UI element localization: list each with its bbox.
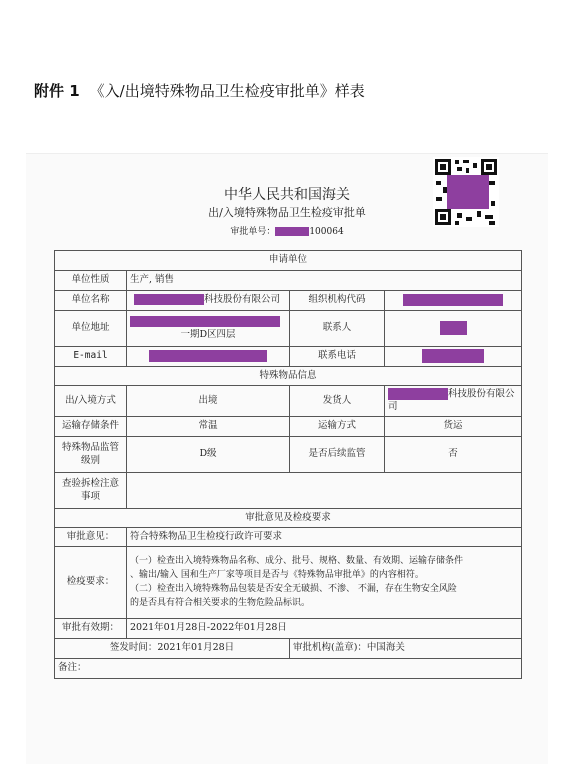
form-number-label: 审批单号：: [230, 227, 276, 237]
document-heading: [34, 80, 365, 101]
followup-value: 否: [385, 437, 522, 473]
approval-form-sheet: [26, 153, 548, 764]
contact-value: [385, 311, 522, 347]
redacted-block: [422, 349, 484, 363]
phone-label: 联系电话: [290, 347, 385, 367]
requirements-label: 检疫要求：: [55, 547, 127, 619]
level-label: [55, 437, 127, 473]
shipper-suffix: 科技股份有限公司: [388, 388, 515, 413]
address-label: 单位地址: [55, 311, 127, 347]
transport-label: 运输方式: [290, 417, 385, 437]
followup-label: 是否后续监管: [290, 437, 385, 473]
nature-label: 单位性质: [55, 271, 127, 291]
contact-label: 联系人: [290, 311, 385, 347]
shipper-label: 发货人: [290, 386, 385, 417]
requirement-line: 的是否具有符合相关要求的生物危险品标识。: [130, 597, 311, 608]
level-label-line-1: 特殊物品监管: [61, 441, 119, 453]
name-value: [127, 291, 290, 311]
opinion-value: 符合特殊物品卫生检疫行政许可要求: [127, 528, 522, 547]
valid-label: 审批有效期：: [55, 619, 127, 639]
level-value: D级: [127, 437, 290, 473]
inspect-value: [127, 473, 522, 509]
section-applicant: 申请单位: [55, 251, 522, 271]
form-subtitle: 出/入境特殊物品卫生检疫审批单: [208, 206, 366, 219]
phone-value: [385, 347, 522, 367]
attachment-label: 附件 1: [34, 82, 80, 100]
name-label: 单位名称: [55, 291, 127, 311]
redacted-block: [388, 388, 448, 400]
inspect-label: [55, 473, 127, 509]
transport-value: 货运: [385, 417, 522, 437]
inspect-label-line-2: 事项: [80, 490, 100, 502]
redacted-block: [130, 316, 280, 327]
direction-value: 出境: [127, 386, 290, 417]
redacted-block: [275, 227, 309, 236]
redacted-block: [149, 350, 267, 362]
storage-label: 运输存储条件: [55, 417, 127, 437]
email-label: E-mail: [55, 347, 127, 367]
redacted-block: [440, 321, 467, 335]
remarks-label: 备注：: [55, 659, 522, 679]
requirements-value: [127, 547, 522, 619]
section-approval: 审批意见及检疫要求: [55, 509, 522, 528]
form-number: [26, 224, 548, 237]
redacted-block: [134, 294, 204, 305]
address-suffix: 一期D区四层: [180, 328, 236, 340]
storage-value: 常温: [127, 417, 290, 437]
org-code-value: [385, 291, 522, 311]
shipper-value: [385, 386, 522, 417]
approval-table: [54, 250, 522, 679]
level-label-line-2: 级别: [80, 454, 100, 466]
valid-value: 2021年01月28日-2022年01月28日: [127, 619, 522, 639]
form-number-suffix: 100064: [309, 227, 344, 237]
issue-date: 签发时间：2021年01月28日: [55, 639, 290, 659]
redacted-block: [403, 294, 503, 306]
inspect-label-line-1: 查验拆检注意: [61, 477, 119, 489]
requirement-line: 、输出/输入 国和生产厂家等项目是否与《特殊物品审批单》的内容相符。: [130, 569, 424, 580]
email-value: [127, 347, 290, 367]
name-suffix: 科技股份有限公司: [204, 294, 281, 306]
nature-value: 生产, 销售: [127, 271, 522, 291]
form-title: 中华人民共和国海关: [224, 187, 350, 203]
direction-label: 出/入境方式: [55, 386, 127, 417]
attachment-title: 《入/出境特殊物品卫生检疫审批单》样表: [89, 82, 365, 100]
requirement-line: （一）检查出入境特殊物品名称、成分、批号、规格、数量、有效期、运输存储条件: [130, 555, 464, 566]
org-code-label: 组织机构代码: [290, 291, 385, 311]
issuing-authority: 审批机构(盖章)：中国海关: [290, 639, 522, 659]
requirement-line: （二）检查出入境特殊物品包装是否安全无破损、不渗、 不漏，存在生物安全风险: [130, 583, 457, 594]
opinion-label: 审批意见：: [55, 528, 127, 547]
address-value: [127, 311, 290, 347]
section-goods: 特殊物品信息: [55, 367, 522, 386]
